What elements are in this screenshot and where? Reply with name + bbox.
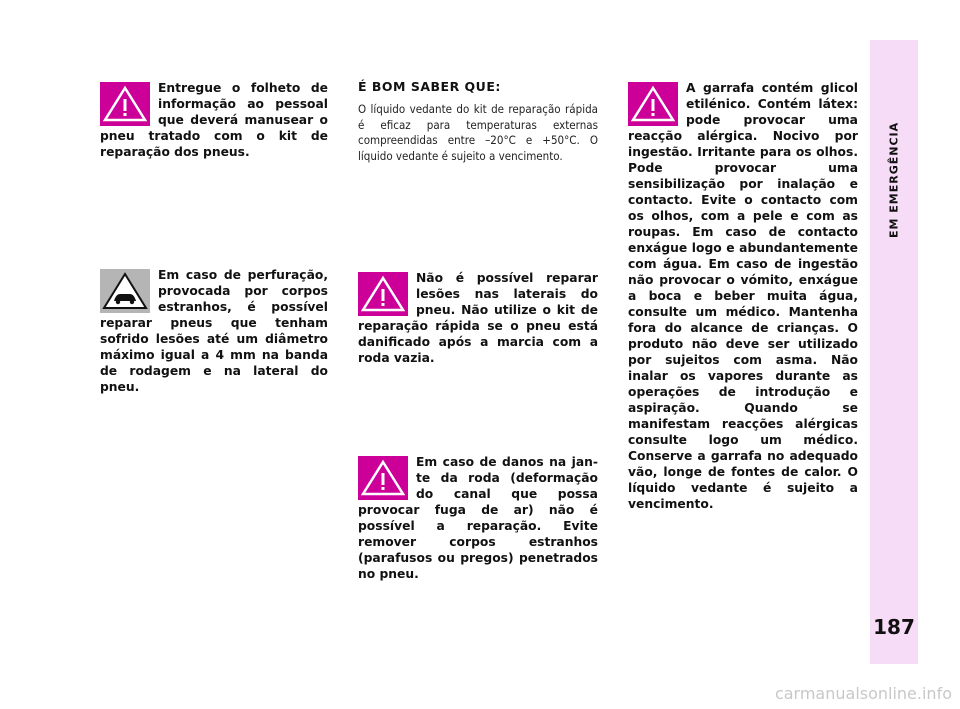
warning-block-rim bbox=[358, 454, 598, 582]
warning-icon bbox=[100, 82, 150, 126]
warning-icon bbox=[358, 272, 408, 316]
warning-text: A garrafa contém glicol etilénico. Contém látex: pode provocar uma reacção alérgica. Nocivo por ingestão. Irritante para os olhos. Pode provocar uma sensibilização por inalação e contacto. Evite o contacto com os olhos, com a pele e com as roupas. Em caso de contacto enxágue logo e abundantemente com água. Em caso de ingestão não provocar o vómito, enxágue a boca e beber muita água, consulte um médico. Mantenha fora do alcance de crianças. O produto não deve ser utilizado por sujeitos com asma. Não inalar os vapores durante as operações de introdução e aspiração. Quando se manifestam reacções alérgicas consulte logo um médico. Conserve a garrafa no adequado vão, longe de fontes de calor. O líquido vedante é sujeito a vencimento. bbox=[628, 81, 858, 511]
section-side-tab bbox=[870, 40, 918, 664]
good-to-know-heading: É BOM SABER QUE: bbox=[358, 79, 501, 94]
warning-text: Não é possível reparar lesões nas laterais do pneu. Não utilize o kit de reparação rápida se o pneu está danificado após a marcia com a roda vazia. bbox=[358, 271, 598, 365]
warning-block-sidewall bbox=[358, 270, 598, 366]
warning-text: Em caso de danos na jante da roda (deformação do canal que possa provocar fuga de ar) não é possível a reparação. Evite remover corpos estranhos (parafusos ou pregos) penetrados no pneu. bbox=[358, 455, 598, 581]
warning-icon bbox=[358, 456, 408, 500]
warning-block-leaflet bbox=[100, 80, 328, 160]
warning-block-sealant bbox=[628, 80, 858, 512]
car-caution-icon bbox=[100, 269, 150, 313]
warning-text: Entregue o folheto de informação ao pessoal que deverá manusear o pneu tratado com o kit de reparação dos pneus. bbox=[100, 81, 328, 159]
good-to-know-note: O líquido vedante do kit de reparação rápida é eficaz para temperaturas externas compreendidas entre –20°C e +50°C. O líquido vedante é sujeito a vencimento. bbox=[358, 102, 598, 163]
caution-block-puncture bbox=[100, 267, 328, 395]
warning-icon bbox=[628, 82, 678, 126]
caution-text: Em caso de perfuração, provocada por corpos estranhos, é possível reparar pneus que tenham sofrido lesões até um diâmetro máximo igual a 4 mm na banda de rodagem e na lateral do pneu. bbox=[100, 268, 328, 394]
page-number: 187 bbox=[873, 615, 915, 639]
section-title: EM EMERGÊNCIA bbox=[887, 121, 901, 239]
watermark-footer: carmanualsonline.info bbox=[774, 684, 952, 703]
